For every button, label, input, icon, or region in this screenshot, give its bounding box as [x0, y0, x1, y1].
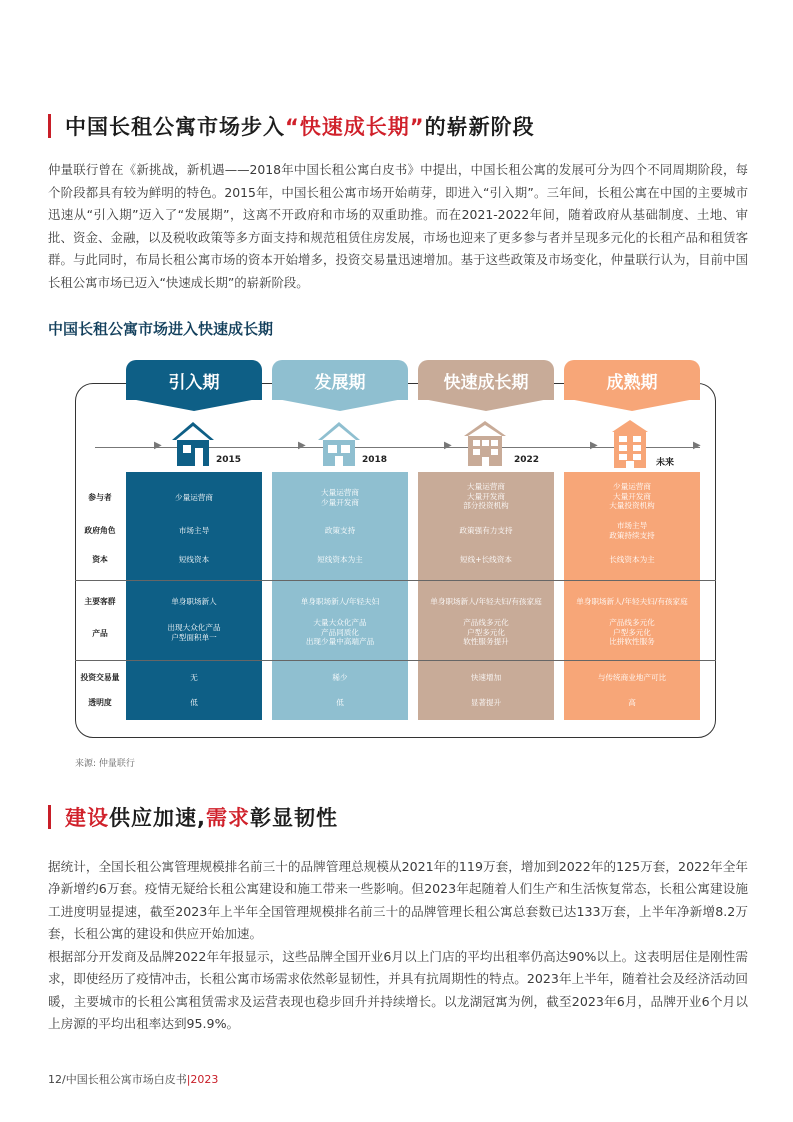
stage-year-label: 未来 — [656, 458, 675, 468]
stage-cell-text: 低 — [336, 698, 344, 707]
stage-cell-text: 少量运营商 大量开发商 大量投资机构 — [609, 482, 655, 511]
stage-cell-text: 单身职场新人 — [171, 597, 217, 606]
stage-cell-text: 稀少 — [332, 673, 348, 682]
row-label: 主要客群 — [84, 597, 116, 606]
stage-tab-maturity: 成熟期 — [564, 360, 700, 400]
stage-tab-rapid-growth: 快速成长期 — [418, 360, 554, 400]
stage-tab-pointer — [418, 398, 554, 411]
stage-cell-text: 产品线多元化 户型多元化 软性服务提升 — [463, 618, 509, 647]
stage-cell-text: 短线资本为主 — [317, 555, 363, 564]
stage-cell-text: 市场主导 — [178, 526, 210, 535]
stage-cell-text: 单身职场新人/年轻夫妇/有孩家庭 — [576, 597, 688, 606]
body-paragraph-1: 据统计，全国长租公寓管理规模排名前三十的品牌管理总规模从2021年的119万套，增加到2022年的125万套，2022年全年净新增约6万套。疫情无疑给长租公寓建设和施工带来一些影响。但2023年起随着人们生产和生活恢复常态，长租公寓建设施工进度明显提速，截至2023年上半年全国管理规模排名前三十的品牌管理长租公寓总套数已达133万套，上半年净新增8.2万套，长租公寓的建设和供应开始加速。 — [48, 859, 748, 942]
stage-cell-text: 大量运营商 少量开发商 — [321, 488, 359, 507]
house-icon-rapid-growth — [462, 418, 508, 468]
stage-cell-text: 产品线多元化 户型多元化 比拼软性服务 — [609, 618, 655, 647]
intro-paragraph: 仲量联行曾在《新挑战，新机遇——2018年中国长租公寓白皮书》中提出，中国长租公寓的发展可分为四个不同周期阶段，每个阶段都具有较为鲜明的特色。2015年，中国长租公寓市场开始萌芽，即进入“引入期”。三年间，长租公寓在中国的主要城市迅速从“引入期”迈入了“发展期”，这离不开政府和市场的双重助推。而在2021-2022年间，随着政府从基础制度、土地、审批、资金、金融，以及税收政策等多方面支持和规范租赁住房发展，市场也迎来了更多参与者并呈现多元化的长租产品和租赁客群。与此同时，布局长租公寓市场的资本开始增多，投资交易量迅速增加。基于这些政策及市场变化，仲量联行认为，目前中国长租公寓市场已迈入“快速成长期”的崭新阶段。 — [48, 162, 748, 290]
stage-cell-text: 短线资本 — [178, 555, 210, 564]
house-icon-introduction — [170, 418, 216, 468]
stage-cell-text: 大量运营商 大量开发商 部分投资机构 — [463, 482, 509, 511]
stage-cell-text: 显著提升 — [470, 698, 502, 707]
stage-cell-text: 政策支持 — [324, 526, 356, 535]
stage-cell-text: 长线资本为主 — [609, 555, 655, 564]
row-group-divider — [75, 660, 716, 661]
stage-cell-text: 单身职场新人/年轻夫妇/有孩家庭 — [430, 597, 542, 606]
row-label: 政府角色 — [84, 526, 116, 535]
stage-column-development — [272, 472, 408, 720]
row-group-divider — [75, 580, 716, 581]
body-paragraph-2: 根据部分开发商及品牌2022年年报显示，这些品牌全国开业6月以上门店的平均出租率仍高达90%以上。这表明居住是刚性需求，即使经历了疫情冲击，长租公寓市场需求依然彰显韧性，并具有抗周期性的特点。2023年上半年，随着社会及经济活动回暖，主要城市的长租公寓租赁需求及运营表现也稳步回升并持续增长。以龙湖冠寓为例，截至2023年6月，品牌开业6个月以上房源的平均出租率达到95.9%。 — [48, 949, 748, 1032]
stage-cell-text: 出现大众化产品 户型面积单一 — [167, 623, 221, 642]
diagram-title: 中国长租公寓市场进入快速成长期 — [48, 320, 274, 338]
row-label: 参与者 — [88, 493, 112, 502]
stage-cell-text: 大量大众化产品 产品同质化 出现少量中高端产品 — [305, 618, 375, 647]
stage-tab-pointer — [564, 398, 700, 411]
row-label: 资本 — [92, 555, 108, 564]
page-footer: 12/中国长租公寓市场白皮书|2023 — [48, 1073, 219, 1086]
stage-cell-text: 单身职场新人/年轻夫妇 — [300, 597, 380, 606]
house-icon-maturity — [610, 418, 650, 470]
stage-cell-text: 市场主导 政策持续支持 — [609, 521, 655, 540]
stage-cell-text: 快速增加 — [470, 673, 502, 682]
arrow-head-icon: ▶ — [298, 440, 306, 451]
section-title-2 — [48, 803, 338, 831]
arrow-head-icon: ▶ — [590, 440, 598, 451]
section-heading: 建设供应加速,需求彰显韧性 — [65, 806, 338, 830]
stage-cell-text: 与传统商业地产可比 — [597, 673, 667, 682]
stage-year-label: 2018 — [362, 455, 388, 465]
stage-cell-text: 低 — [190, 698, 198, 707]
stage-tab-development: 发展期 — [272, 360, 408, 400]
stage-tab-pointer — [272, 398, 408, 411]
title-accent-bar — [48, 114, 51, 138]
stage-cell-text: 无 — [190, 673, 198, 682]
stage-year-label: 2015 — [216, 455, 242, 465]
house-icon-development — [316, 418, 362, 468]
row-label: 产品 — [92, 629, 108, 638]
section-heading: 中国长租公寓市场步入“快速成长期”的崭新阶段 — [65, 115, 535, 139]
arrow-head-icon: ▶ — [693, 440, 701, 451]
stage-cell-text: 高 — [628, 698, 636, 707]
stage-cell-text: 短线+长线资本 — [460, 555, 512, 564]
stage-cell-text: 政策强有力支持 — [459, 526, 513, 535]
title-accent-bar — [48, 805, 51, 829]
row-label: 透明度 — [88, 698, 112, 707]
stage-column-introduction — [126, 472, 262, 720]
arrow-head-icon: ▶ — [444, 440, 452, 451]
arrow-head-icon: ▶ — [154, 440, 162, 451]
section-title-1 — [48, 112, 535, 140]
stage-year-label: 2022 — [514, 455, 540, 465]
stage-cell-text: 少量运营商 — [175, 493, 213, 502]
stage-tab-introduction: 引入期 — [126, 360, 262, 400]
stage-tab-pointer — [126, 398, 262, 411]
row-label: 投资交易量 — [80, 673, 120, 682]
source-note: 来源: 仲量联行 — [75, 759, 135, 769]
